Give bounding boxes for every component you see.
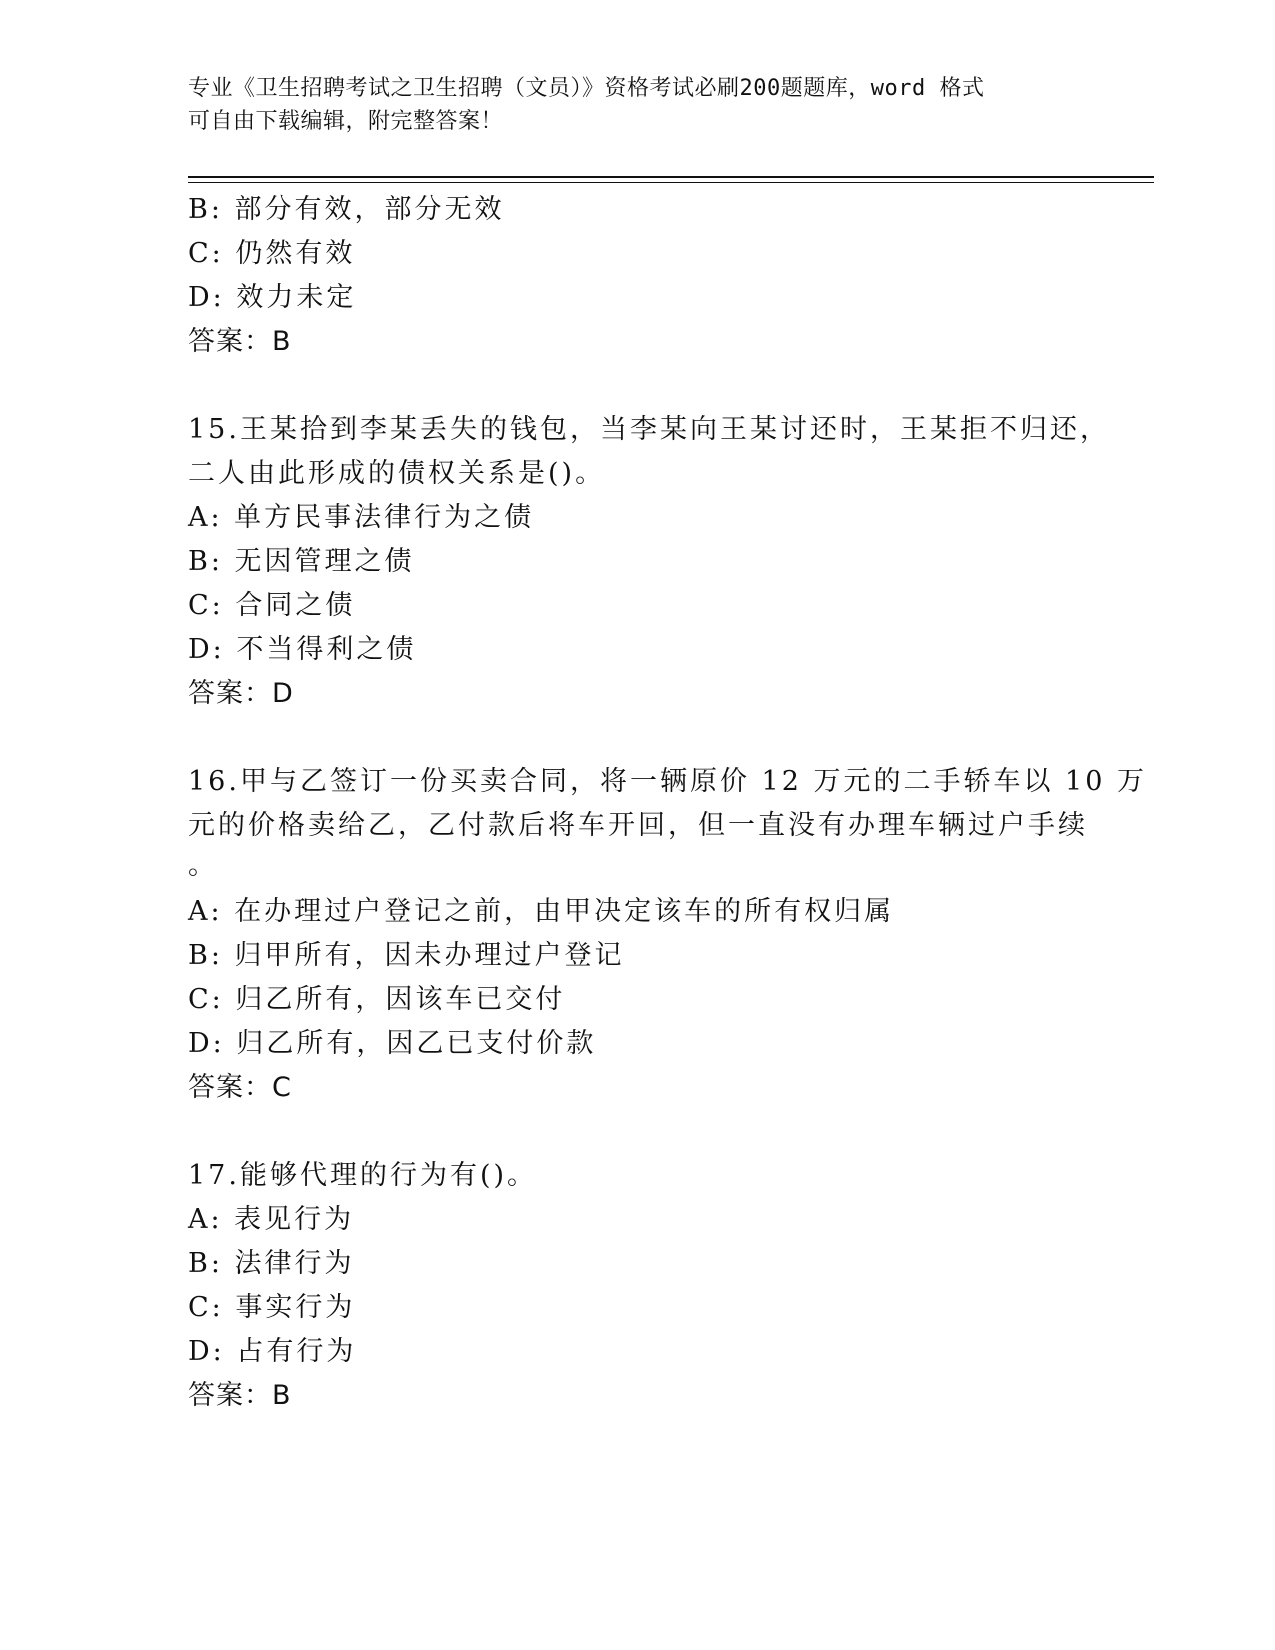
q15-option-a: A: 单方民事法律行为之债 — [188, 502, 535, 533]
q14-option-c: C: 仍然有效 — [188, 238, 356, 269]
q16-option-c: C: 归乙所有，因该车已交付 — [188, 984, 566, 1015]
q16-answer: 答案：C — [188, 1072, 292, 1103]
header-line-2: 可自由下载编辑，附完整答案！ — [188, 109, 504, 134]
q15-option-c: C: 合同之债 — [188, 590, 356, 621]
q15-stem-line-1: 15.王某拾到李某丢失的钱包，当李某向王某讨还时，王某拒不归还， — [188, 414, 1110, 445]
q17-stem-line-1: 17.能够代理的行为有()。 — [188, 1160, 538, 1191]
q14-option-b: B: 部分有效，部分无效 — [188, 194, 505, 225]
q17-option-c: C: 事实行为 — [188, 1292, 356, 1323]
q16-option-a: A: 在办理过户登记之前，由甲决定该车的所有权归属 — [188, 896, 895, 927]
q17-option-d: D: 占有行为 — [188, 1336, 357, 1367]
header-line-1: 专业《卫生招聘考试之卫生招聘（文员）》资格考试必刷200题题库，word 格式 — [188, 76, 985, 101]
q15-stem-line-2: 二人由此形成的债权关系是()。 — [188, 458, 606, 489]
q14-option-d: D: 效力未定 — [188, 282, 357, 313]
q17-answer: 答案：B — [188, 1380, 292, 1411]
q16-option-b: B: 归甲所有，因未办理过户登记 — [188, 940, 625, 971]
header-divider-thin — [188, 182, 1154, 183]
q16-stem-line-3: 。 — [188, 850, 218, 881]
header-divider-thick — [188, 176, 1154, 178]
document-header — [188, 72, 1068, 138]
q15-option-d: D: 不当得利之债 — [188, 634, 417, 665]
q16-stem-line-1: 16.甲与乙签订一份买卖合同，将一辆原价 12 万元的二手轿车以 10 万 — [188, 766, 1147, 797]
q15-answer: 答案：D — [188, 678, 294, 709]
q15-option-b: B: 无因管理之债 — [188, 546, 415, 577]
q16-option-d: D: 归乙所有，因乙已支付价款 — [188, 1028, 597, 1059]
q16-stem-line-2: 元的价格卖给乙，乙付款后将车开回，但一直没有办理车辆过户手续 — [188, 810, 1088, 841]
q14-answer: 答案：B — [188, 326, 292, 357]
q17-option-a: A: 表见行为 — [188, 1204, 355, 1235]
q17-option-b: B: 法律行为 — [188, 1248, 355, 1279]
